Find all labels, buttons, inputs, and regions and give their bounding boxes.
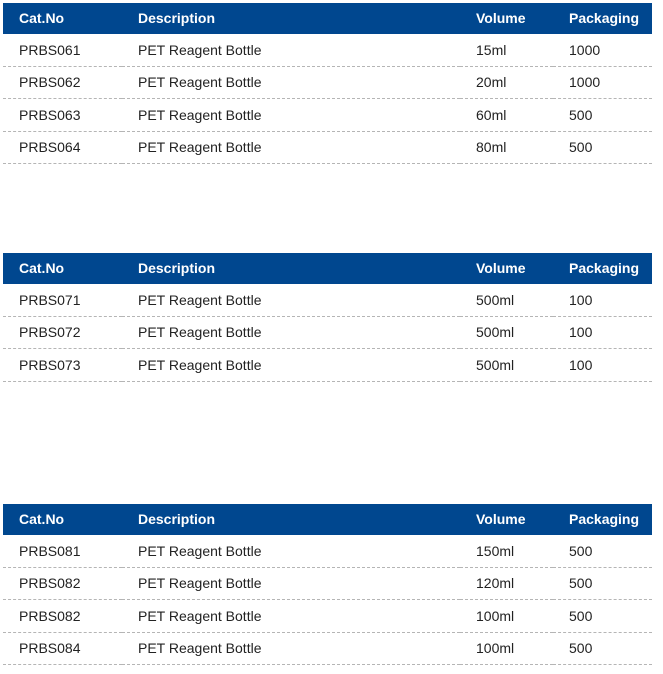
- column-header-volume: Volume: [460, 504, 553, 535]
- header-row: [3, 504, 652, 535]
- table-row: [3, 131, 652, 164]
- table-row: [3, 66, 652, 99]
- cell-packaging: 500: [553, 567, 652, 600]
- cell-cat-no: PRBS073: [3, 349, 122, 382]
- cell-description: PET Reagent Bottle: [122, 284, 460, 316]
- column-header-cat-no: Cat.No: [3, 3, 122, 34]
- cell-cat-no: PRBS061: [3, 34, 122, 66]
- column-header-cat-no: Cat.No: [3, 504, 122, 535]
- cell-packaging: 1000: [553, 34, 652, 66]
- cell-volume: 120ml: [460, 567, 553, 600]
- cell-packaging: 500: [553, 600, 652, 633]
- cell-description: PET Reagent Bottle: [122, 99, 460, 132]
- cell-description: PET Reagent Bottle: [122, 316, 460, 349]
- cell-description: PET Reagent Bottle: [122, 131, 460, 164]
- table-row: [3, 284, 652, 316]
- column-header-description: Description: [122, 253, 460, 284]
- table-row: [3, 567, 652, 600]
- product-table-prbs07: [3, 253, 652, 382]
- cell-volume: 500ml: [460, 316, 553, 349]
- table-row: [3, 99, 652, 132]
- cell-volume: 500ml: [460, 349, 553, 382]
- cell-description: PET Reagent Bottle: [122, 632, 460, 665]
- table-header: [3, 253, 652, 284]
- header-row: [3, 253, 652, 284]
- table-row: [3, 632, 652, 665]
- cell-volume: 20ml: [460, 66, 553, 99]
- cell-description: PET Reagent Bottle: [122, 567, 460, 600]
- column-header-packaging: Packaging: [553, 504, 652, 535]
- cell-packaging: 500: [553, 535, 652, 567]
- cell-cat-no: PRBS064: [3, 131, 122, 164]
- table-header: [3, 504, 652, 535]
- cell-cat-no: PRBS082: [3, 567, 122, 600]
- column-header-packaging: Packaging: [553, 253, 652, 284]
- cell-volume: 500ml: [460, 284, 553, 316]
- cell-volume: 150ml: [460, 535, 553, 567]
- cell-description: PET Reagent Bottle: [122, 535, 460, 567]
- column-header-description: Description: [122, 3, 460, 34]
- cell-cat-no: PRBS063: [3, 99, 122, 132]
- cell-cat-no: PRBS081: [3, 535, 122, 567]
- table-row: [3, 349, 652, 382]
- product-table-prbs08: [3, 504, 652, 665]
- cell-cat-no: PRBS072: [3, 316, 122, 349]
- cell-packaging: 500: [553, 131, 652, 164]
- cell-packaging: 100: [553, 349, 652, 382]
- cell-cat-no: PRBS082: [3, 600, 122, 633]
- column-header-description: Description: [122, 504, 460, 535]
- cell-description: PET Reagent Bottle: [122, 34, 460, 66]
- cell-packaging: 1000: [553, 66, 652, 99]
- cell-packaging: 100: [553, 316, 652, 349]
- table-row: [3, 34, 652, 66]
- cell-packaging: 500: [553, 632, 652, 665]
- column-header-cat-no: Cat.No: [3, 253, 122, 284]
- table-row: [3, 600, 652, 633]
- table-header: [3, 3, 652, 34]
- column-header-volume: Volume: [460, 3, 553, 34]
- cell-volume: 80ml: [460, 131, 553, 164]
- cell-cat-no: PRBS062: [3, 66, 122, 99]
- product-table-prbs06: [3, 3, 652, 164]
- cell-volume: 100ml: [460, 600, 553, 633]
- cell-volume: 60ml: [460, 99, 553, 132]
- cell-description: PET Reagent Bottle: [122, 66, 460, 99]
- cell-cat-no: PRBS084: [3, 632, 122, 665]
- column-header-packaging: Packaging: [553, 3, 652, 34]
- table-row: [3, 316, 652, 349]
- cell-description: PET Reagent Bottle: [122, 349, 460, 382]
- cell-cat-no: PRBS071: [3, 284, 122, 316]
- cell-volume: 100ml: [460, 632, 553, 665]
- cell-volume: 15ml: [460, 34, 553, 66]
- column-header-volume: Volume: [460, 253, 553, 284]
- cell-packaging: 100: [553, 284, 652, 316]
- table-row: [3, 535, 652, 567]
- cell-packaging: 500: [553, 99, 652, 132]
- header-row: [3, 3, 652, 34]
- cell-description: PET Reagent Bottle: [122, 600, 460, 633]
